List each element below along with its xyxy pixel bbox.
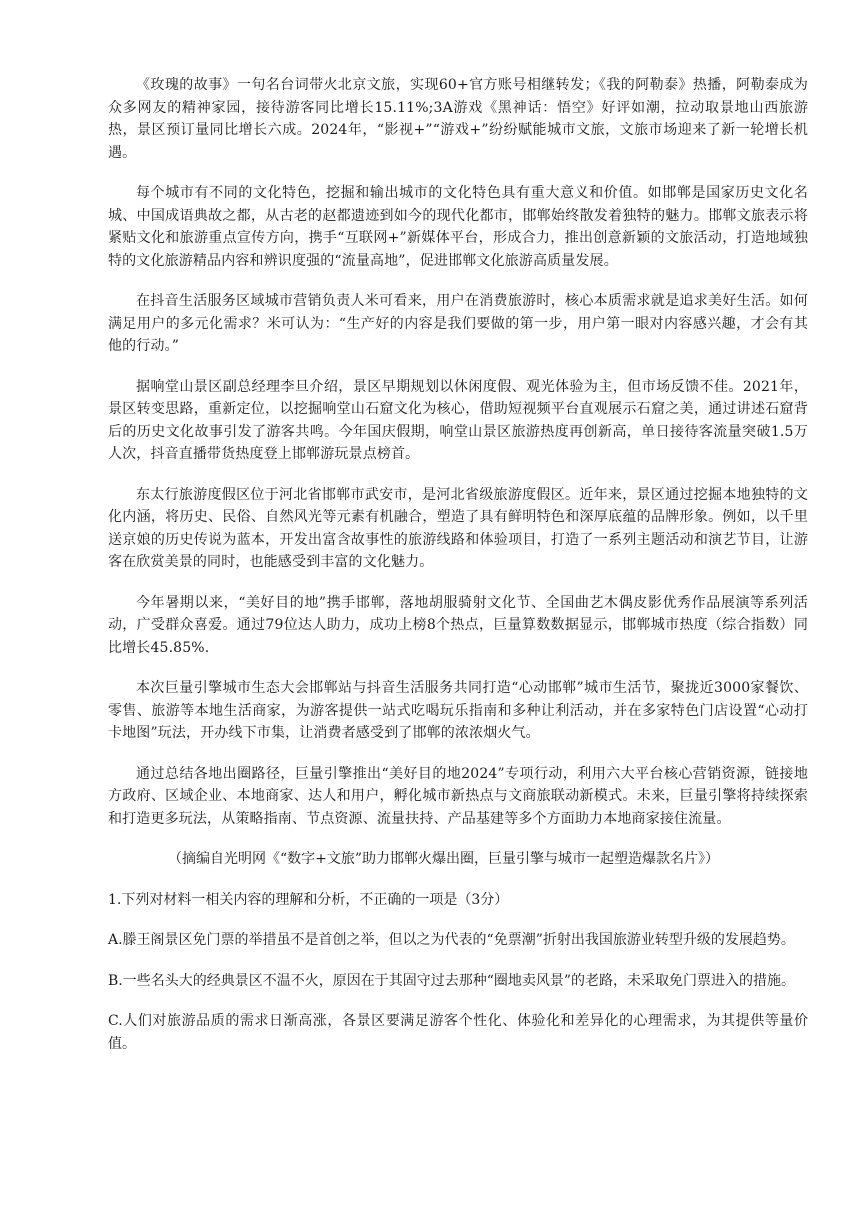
paragraph-2: 每个城市有不同的文化特色，挖掘和输出城市的文化特色具有重大意义和价值。如邯郸是国家历史文化名城、中国成语典故之都，从古老的赵都遗迹到如今的现代化都市，邯郸始终散发着独特的魅力。邯郸文旅表示将紧贴文化和旅游重点宣传方向，携手“互联网+”新媒体平台，形成合力，推出创意新颖的文旅活动，打造地域独特的文化旅游精品内容和辨识度强的“流量高地”，促进邯郸文化旅游高质量发展。 [108, 185, 808, 269]
option-b: B.一些名头大的经典景区不温不火，原因在于其固守过去那种“圈地卖风景”的老路，未采取免门票进入的措施。 [108, 972, 796, 989]
paragraph-4: 据响堂山景区副总经理李旦介绍，景区早期规划以休闲度假、观光体验为主，但市场反馈不佳。2021年，景区转变思路，重新定位，以挖掘响堂山石窟文化为核心，借助短视频平台直观展示石窟之美，通过讲述石窟背后的历史文化故事引发了游客共鸣。今年国庆假期，响堂山景区旅游热度再创新高，单日接待客流量突破1.5万人次，抖音直播带货热度登上邯郸游玩景点榜首。 [108, 378, 808, 462]
option-a: A.滕王阁景区免门票的举措虽不是首创之举，但以之为代表的“免票潮”折射出我国旅游业转型升级的发展趋势。 [108, 932, 795, 948]
document-page [108, 74, 808, 1073]
paragraph-7: 本次巨量引擎城市生态大会邯郸站与抖音生活服务共同打造“心动邯郸”城市生活节，聚拢近3000家餐饮、零售、旅游等本地生活商家，为游客提供一站式吃喝玩乐指南和多种让利活动，并在多家特色门店设置“心动打卡地图”玩法，开办线下市集，让消费者感受到了邯郸的浓浓烟火气。 [108, 680, 808, 741]
paragraph-1: 《玫瑰的故事》一句名台词带火北京文旅，实现60+官方账号相继转发；《我的阿勒泰》热播，阿勒泰成为众多网友的精神家园，接待游客同比增长15.11%;3A游戏《黑神话：悟空》好评如潮，拉动取景地山西旅游热，景区预订量同比增长六成。2024年，“影视+”“游戏+”纷纷赋能城市文旅，文旅市场迎来了新一轮增长机遇。 [108, 77, 808, 161]
option-c: C.人们对旅游品质的需求日渐高涨，各景区要满足游客个性化、体验化和差异化的心理需求，为其提供等量价值。 [108, 1013, 808, 1052]
paragraph-3: 在抖音生活服务区域城市营销负责人米可看来，用户在消费旅游时，核心本质需求就是追求美好生活。如何满足用户的多元化需求？米可认为：“生产好的内容是我们要做的第一步，用户第一眼对内容感兴趣，才会有其他的行动。” [108, 293, 808, 354]
paragraph-8: 通过总结各地出圈路径，巨量引擎推出“美好目的地2024”专项行动，利用六大平台核心营销资源，链接地方政府、区域企业、本地商家、达人和用户，孵化城市新热点与文商旅联动新模式。未来，巨量引擎将持续探索和打造更多玩法，从策略指南、节点资源、流量扶持、产品基建等多个方面助力本地商家接住流量。 [108, 765, 808, 827]
question-stem: 1.下列对材料一相关内容的理解和分析，不正确的一项是（3分） [108, 891, 509, 908]
source-citation: （摘编自光明网《“数字+文旅”助力邯郸火爆出圈，巨量引擎与城市一起塑造爆款名片》） [168, 851, 720, 867]
paragraph-5: 东太行旅游度假区位于河北省邯郸市武安市，是河北省级旅游度假区。近年来，景区通过挖掘本地独特的文化内涵，将历史、民俗、自然风光等元素有机融合，塑造了具有鲜明特色和深厚底蕴的品牌形象。例如，以千里送京娘的历史传说为蓝本，开发出富含故事性的旅游线路和体验项目，打造了一系列主题活动和演艺节目，让游客在欣赏美景的同时，也能感受到丰富的文化魅力。 [108, 486, 808, 570]
paragraph-6: 今年暑期以来，“美好目的地”携手邯郸，落地胡服骑射文化节、全国曲艺木偶皮影优秀作品展演等系列活动，广受群众喜爱。通过79位达人助力，成功上榜8个热点，巨量算数数据显示，邯郸城市热度（综合指数）同比增长45.85%. [108, 594, 808, 656]
